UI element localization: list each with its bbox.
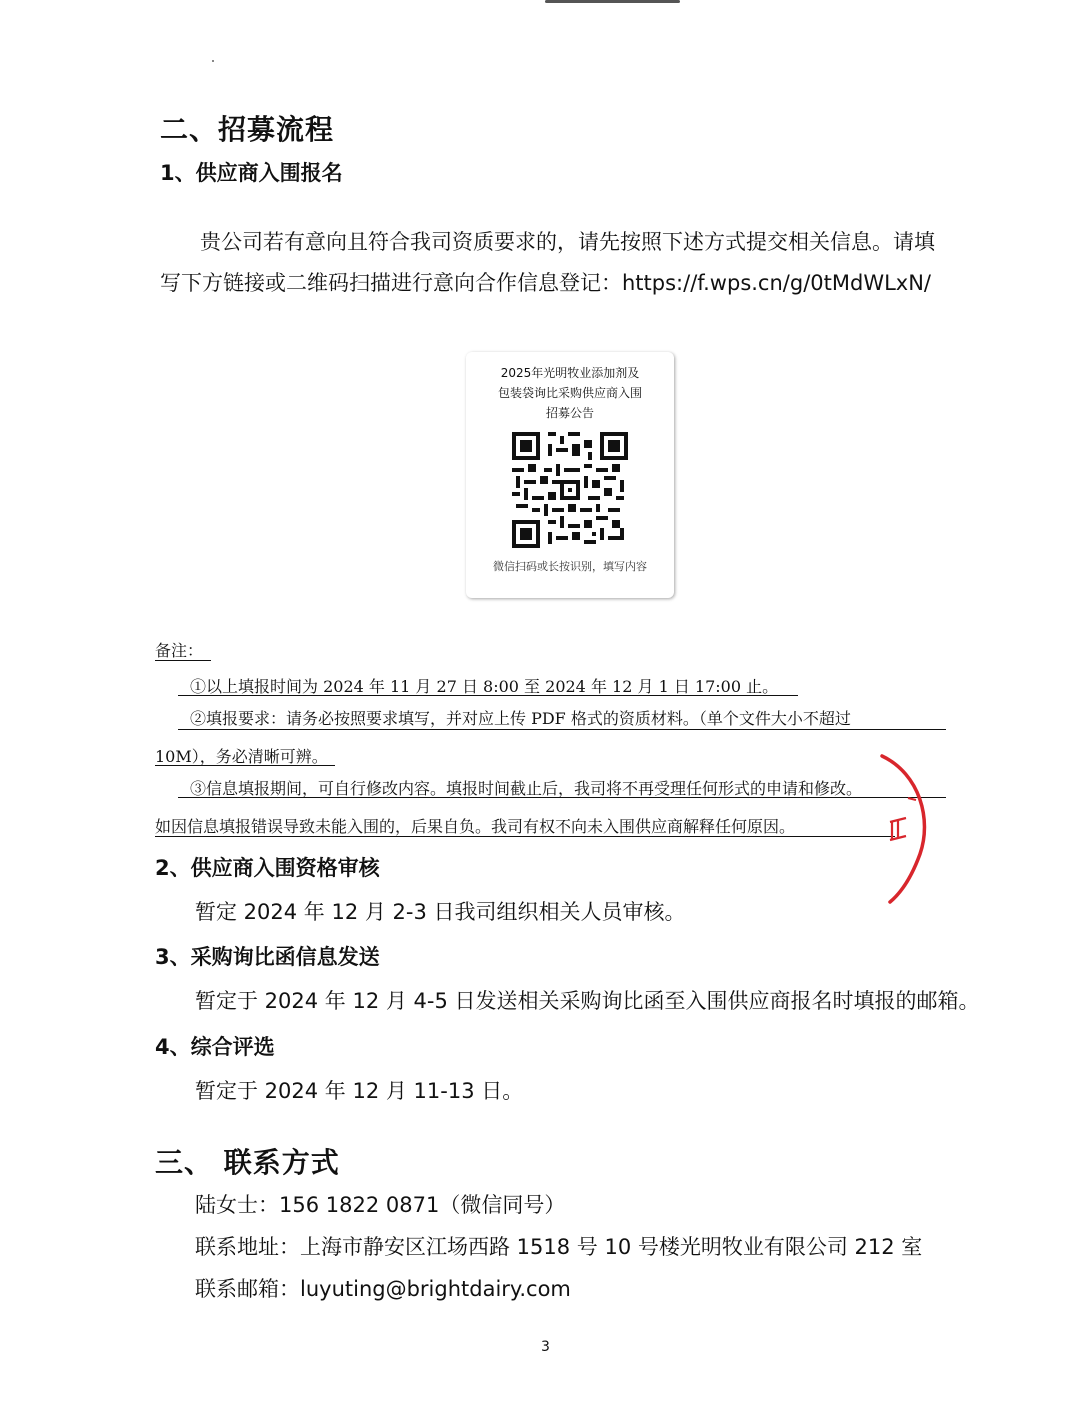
- note-3-line2: 如因信息填报错误导致未能入围的，后果自负。我司有权不向未入围供应商解释任何原因。: [155, 817, 796, 836]
- note-2-line2: 10M），务必清晰可辨。: [155, 747, 328, 766]
- section3-heading: 三、 联系方式: [155, 1146, 340, 1179]
- note-3-line1: ③信息填报期间，可自行修改内容。填报时间截止后，我司将不再受理任何形式的申请和修改。: [190, 779, 863, 798]
- underline: [178, 695, 798, 696]
- notes-label: 备注：: [155, 641, 204, 660]
- step1-heading: 1、供应商入围报名: [160, 161, 343, 185]
- contact-address: 联系地址：上海市静安区江场西路 1518 号 10 号楼光明牧业有限公司 212 室: [195, 1235, 923, 1259]
- step4-heading: 4、综合评选: [155, 1035, 275, 1059]
- step1-paragraph-line1: 贵公司若有意向且符合我司资质要求的，请先按照下述方式提交相关信息。请填: [200, 230, 935, 254]
- section2-heading: 二、招募流程: [160, 113, 335, 146]
- step1-paragraph-line2: 写下方链接或二维码扫描进行意向合作信息登记：https://f.wps.cn/g/0tMdWLxN/: [160, 271, 931, 295]
- step2-text: 暂定 2024 年 12 月 2-3 日我司组织相关人员审核。: [195, 900, 686, 924]
- qr-card-title-line2: 包装袋询比采购供应商入围: [497, 386, 642, 400]
- step4-text: 暂定于 2024 年 12 月 11-13 日。: [195, 1079, 524, 1103]
- contact-person: 陆女士：156 1822 0871（微信同号）: [195, 1193, 566, 1217]
- step2-heading: 2、供应商入围资格审核: [155, 856, 380, 880]
- contact-email: 联系邮箱：luyuting@brightdairy.com: [195, 1277, 571, 1301]
- qr-card-caption: 微信扫码或长按识别，填写内容: [493, 560, 647, 573]
- step3-heading: 3、采购询比函信息发送: [155, 945, 380, 969]
- underline: [155, 836, 895, 837]
- qr-code-card: [466, 352, 674, 598]
- underline: [155, 660, 211, 661]
- qr-card-title-line1: 2025年光明牧业添加剂及: [500, 366, 640, 380]
- official-seal-stamp-icon: [850, 750, 940, 910]
- scan-edge-mark: [545, 0, 680, 3]
- scan-speck: [212, 60, 214, 62]
- page-number: 3: [541, 1339, 550, 1355]
- underline: [178, 729, 946, 730]
- note-1: ①以上填报时间为 2024 年 11 月 27 日 8:00 至 2024 年 12 月 1 日 17:00 止。: [190, 677, 779, 696]
- underline: [155, 765, 335, 766]
- qr-code-icon[interactable]: [512, 432, 628, 548]
- step3-text: 暂定于 2024 年 12 月 4-5 日发送相关采购询比函至入围供应商报名时填报的邮箱。: [195, 989, 980, 1013]
- underline: [178, 797, 946, 798]
- qr-card-title-line3: 招募公告: [545, 406, 594, 420]
- note-2-line1: ②填报要求：请务必按照要求填写，并对应上传 PDF 格式的资质材料。（单个文件大小不超过: [190, 709, 851, 728]
